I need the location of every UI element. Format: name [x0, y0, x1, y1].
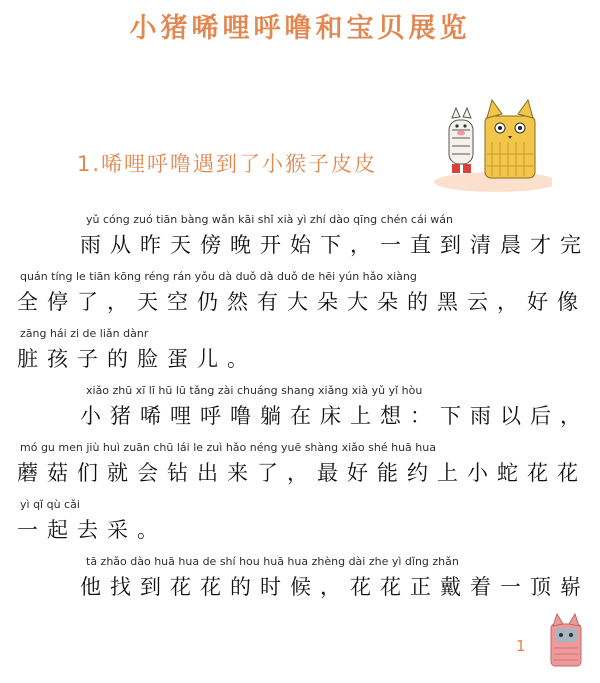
cat-corner-icon [545, 610, 587, 670]
pinyin-line: zāng hái zi de liǎn dànr [20, 327, 149, 340]
pinyin-line: yǔ cóng zuó tiān bàng wǎn kāi shǐ xià yì zhí dào qīng chén cái wán [86, 213, 453, 226]
page-number: 1 [516, 637, 526, 655]
chapter-title: 1.唏哩呼噜遇到了小猴子皮皮 [77, 152, 378, 176]
hanzi-line: 他找到花花的时候，花花正戴着一顶崭 [80, 575, 590, 599]
hanzi-line: 雨从昨天傍晚开始下，一直到清晨才完 [80, 233, 590, 257]
pinyin-line: mó gu men jiù huì zuān chū lái le zuì hǎo néng yuē shàng xiǎo shé huā hua [20, 441, 436, 454]
book-title: 小猪唏哩呼噜和宝贝展览 [129, 13, 471, 44]
pinyin-line: yì qǐ qù cǎi [20, 498, 80, 511]
pinyin-line: tā zhǎo dào huā hua de shí hou huā hua zhèng dài zhe yì dǐng zhǎn [86, 555, 459, 568]
pinyin-line: xiǎo zhū xī lī hū lū tǎng zài chuáng shang xiǎng xià yǔ yǐ hòu [86, 384, 423, 397]
pinyin-line: quán tíng le tiān kōng réng rán yǒu dà duǒ dà duǒ de hēi yún hǎo xiàng [20, 270, 417, 283]
hanzi-line: 一起去采。 [17, 518, 167, 542]
hanzi-line: 蘑菇们就会钻出来了，最好能约上小蛇花花 [17, 461, 587, 485]
hanzi-line: 全停了，天空仍然有大朵大朵的黑云，好像 [17, 290, 587, 314]
cat-and-pig-illustration [432, 96, 552, 194]
hanzi-line: 脏孩子的脸蛋儿。 [17, 347, 257, 371]
hanzi-line: 小猪唏哩呼噜躺在床上想：下雨以后， [80, 404, 590, 428]
